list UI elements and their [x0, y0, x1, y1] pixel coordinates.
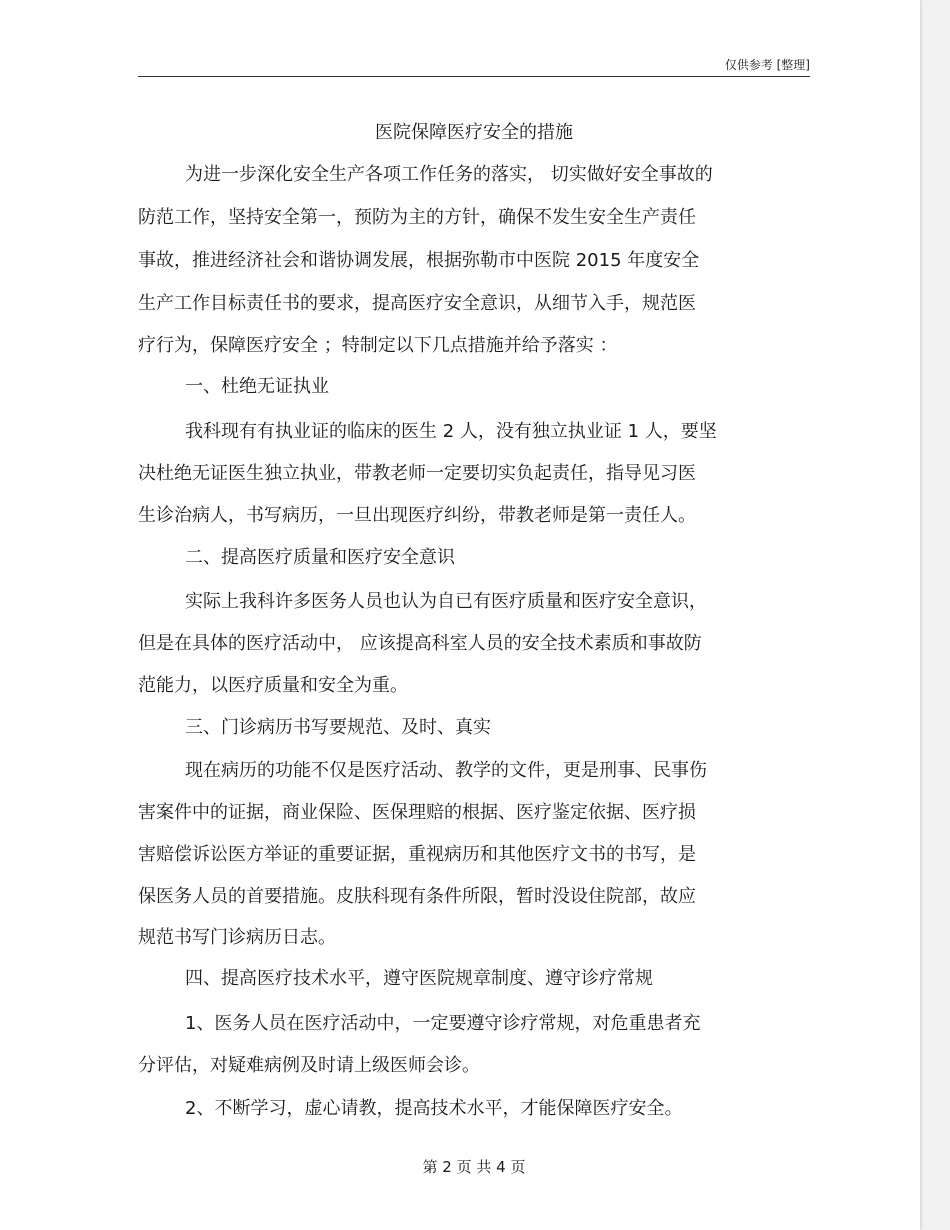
section-heading: 二、提高医疗质量和医疗安全意识: [185, 547, 455, 568]
body-line: 事故，推进经济社会和谐协调发展，根据弥勒市中医院 2015 年度安全: [138, 250, 700, 271]
body-line: 但是在具体的医疗活动中， 应该提高科室人员的安全技术素质和事故防: [138, 633, 702, 654]
body-line: 规范书写门诊病历日志。: [138, 927, 336, 948]
body-line: 范能力，以医疗质量和安全为重。: [138, 675, 408, 696]
body-line: 为进一步深化安全生产各项工作任务的落实， 切实做好安全事故的: [185, 164, 713, 185]
document-title: 医院保障医疗安全的措施: [375, 122, 573, 143]
body-line: 生产工作目标责任书的要求，提高医疗安全意识，从细节入手，规范医: [138, 293, 696, 314]
body-line: 防范工作，坚持安全第一，预防为主的方针，确保不发生安全生产责任: [138, 207, 696, 228]
body-line: 害案件中的证据，商业保险、医保理赔的根据、医疗鉴定依据、医疗损: [138, 802, 696, 823]
page-number-footer: 第 2 页 共 4 页: [422, 1158, 526, 1176]
section-heading: 四、提高医疗技术水平，遵守医院规章制度、遵守诊疗常规: [185, 968, 653, 989]
body-line: 害赔偿诉讼医方举证的重要证据，重视病历和其他医疗文书的书写，是: [138, 844, 696, 865]
header-note: 仅供参考 [整理]: [724, 58, 810, 72]
header-divider: [138, 76, 810, 77]
body-line: 决杜绝无证医生独立执业，带教老师一定要切实负起责任，指导见习医: [138, 463, 696, 484]
section-heading: 一、杜绝无证执业: [185, 376, 329, 397]
body-line: 现在病历的功能不仅是医疗活动、教学的文件，更是刑事、民事伤: [185, 760, 707, 781]
body-line: 我科现有有执业证的临床的医生 2 人，没有独立执业证 1 人，要坚: [185, 421, 717, 442]
body-line: 生诊治病人，书写病历，一旦出现医疗纠纷，带教老师是第一责任人。: [138, 505, 696, 526]
body-line: 疗行为，保障医疗安全 ；特制定以下几点措施并给予落实 ：: [138, 335, 618, 356]
body-line: 2、不断学习，虚心请教，提高技术水平，才能保障医疗安全。: [185, 1098, 683, 1119]
body-line: 保医务人员的首要措施。皮肤科现有条件所限，暂时没设住院部，故应: [138, 886, 696, 907]
body-line: 分评估，对疑难病例及时请上级医师会诊。: [138, 1055, 480, 1076]
body-line: 1、医务人员在医疗活动中，一定要遵守诊疗常规，对危重患者充: [185, 1013, 701, 1034]
section-heading: 三、门诊病历书写要规范、及时、真实: [185, 717, 491, 738]
body-line: 实际上我科许多医务人员也认为自已有医疗质量和医疗安全意识，: [185, 591, 707, 612]
